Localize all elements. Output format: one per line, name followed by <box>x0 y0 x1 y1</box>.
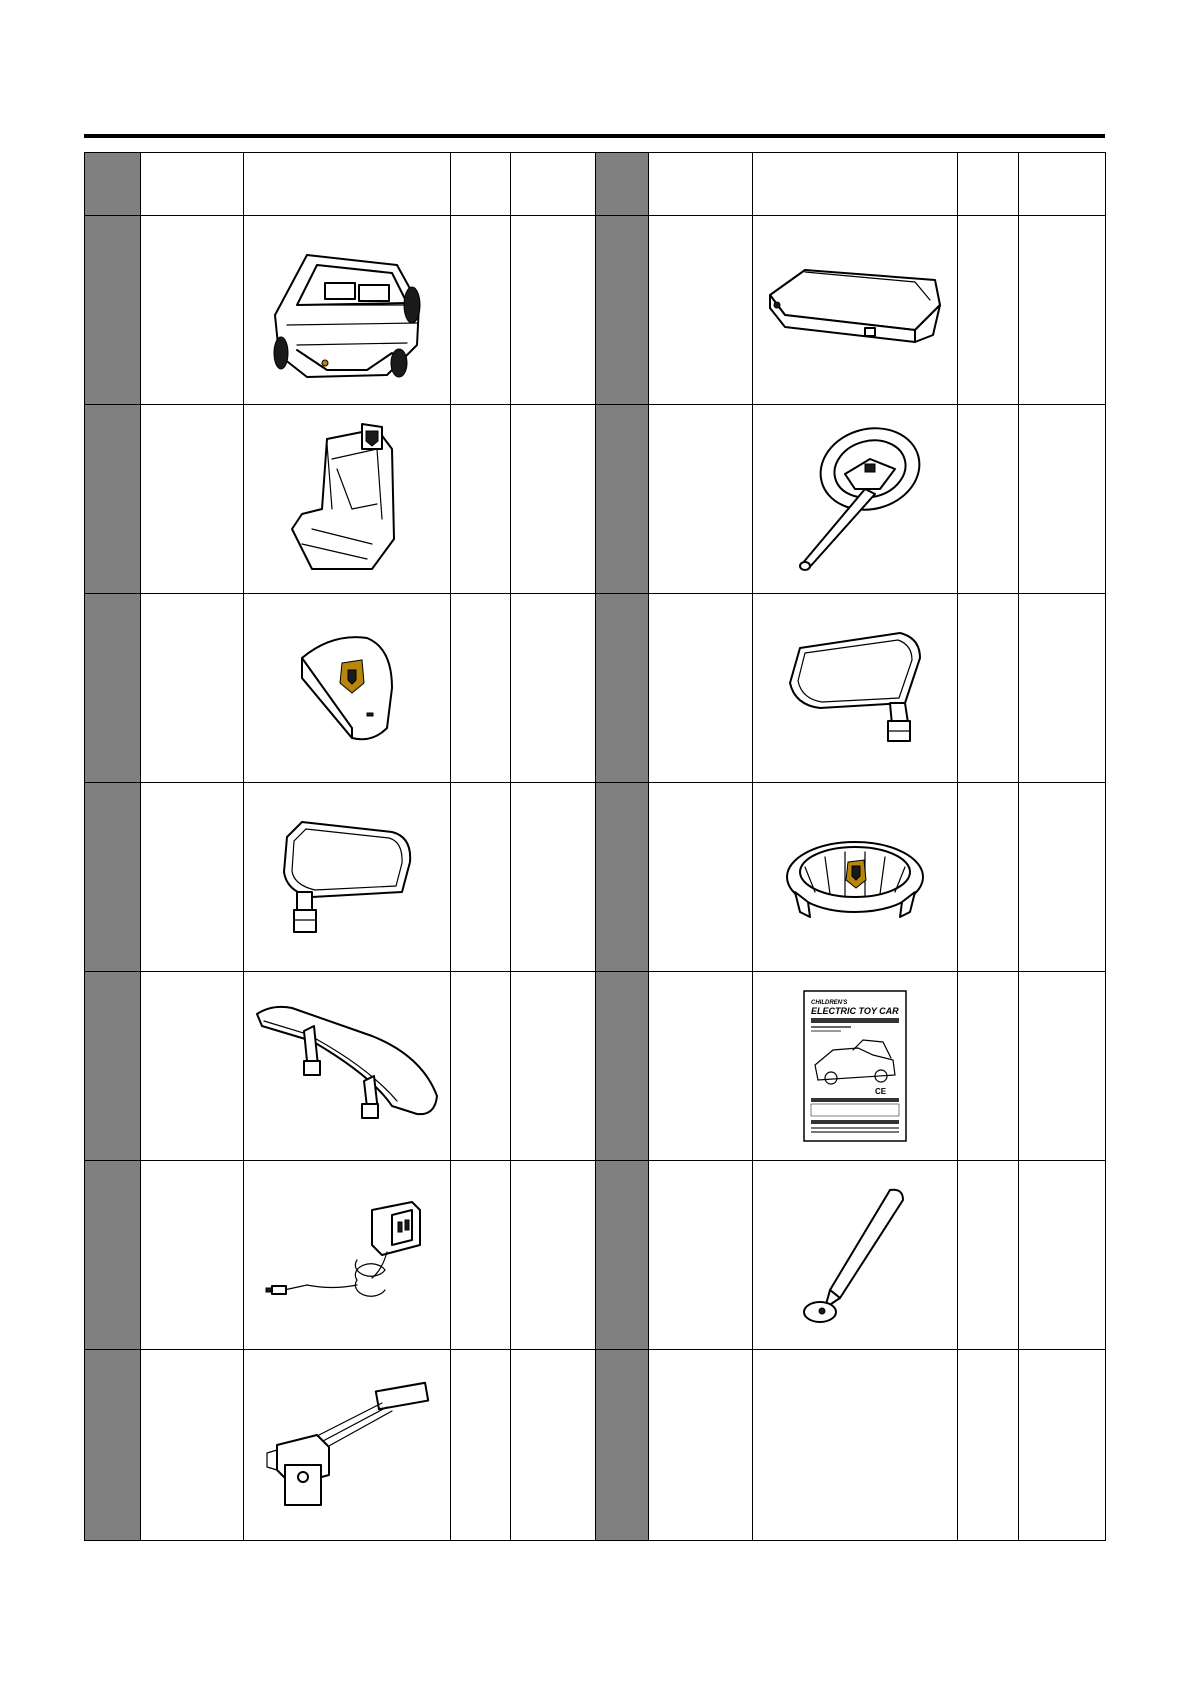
wire-connector-icon <box>257 1375 437 1515</box>
part-name-cell <box>649 405 753 594</box>
manual-brand: CHILDREN'S <box>811 1000 848 1006</box>
part-image-cell <box>753 1350 958 1541</box>
part-name-cell <box>649 1161 753 1350</box>
part-name-cell <box>141 1350 244 1541</box>
part-image-cell <box>753 1161 958 1350</box>
part-number-cell <box>85 405 141 594</box>
part-name-cell <box>649 783 753 972</box>
table-row <box>85 594 1106 783</box>
part-qty-cell <box>451 1161 511 1350</box>
part-qty-cell <box>958 972 1019 1161</box>
charger-icon <box>262 1190 432 1320</box>
header-note-right <box>1019 153 1106 216</box>
table-row <box>85 216 1106 405</box>
part-image-cell <box>244 594 451 783</box>
part-number-cell <box>85 216 141 405</box>
part-name-cell <box>141 783 244 972</box>
windshield-icon <box>765 260 945 360</box>
header-name-right <box>649 153 753 216</box>
part-qty-cell <box>451 405 511 594</box>
part-qty-cell <box>958 783 1019 972</box>
part-number-cell <box>596 972 649 1161</box>
part-note-cell <box>1019 1161 1106 1350</box>
part-note-cell <box>511 594 596 783</box>
part-qty-cell <box>958 594 1019 783</box>
part-image-cell <box>753 405 958 594</box>
part-image-cell <box>753 783 958 972</box>
table-row <box>85 1350 1106 1541</box>
part-note-cell <box>1019 216 1106 405</box>
part-number-cell <box>85 1161 141 1350</box>
part-note-cell <box>511 1350 596 1541</box>
header-no-right <box>596 153 649 216</box>
part-note-cell <box>1019 405 1106 594</box>
right-mirror-icon <box>272 807 422 947</box>
part-note-cell <box>511 783 596 972</box>
manual-icon <box>803 990 907 1142</box>
part-note-cell <box>511 405 596 594</box>
part-number-cell <box>85 1350 141 1541</box>
part-note-cell <box>511 972 596 1161</box>
part-image-cell <box>753 216 958 405</box>
header-qty-left <box>451 153 511 216</box>
rear-spoiler-icon <box>252 996 442 1136</box>
part-name-cell <box>649 972 753 1161</box>
header-image-left <box>244 153 451 216</box>
top-rule <box>84 134 1105 138</box>
parts-table <box>84 152 1106 1541</box>
part-image-cell <box>753 972 958 1161</box>
part-image-cell <box>244 972 451 1161</box>
part-note-cell <box>1019 783 1106 972</box>
part-image-cell <box>244 405 451 594</box>
part-image-cell <box>244 216 451 405</box>
part-qty-cell <box>958 1161 1019 1350</box>
part-qty-cell <box>958 405 1019 594</box>
table-header-row <box>85 153 1106 216</box>
part-name-cell <box>649 1350 753 1541</box>
part-number-cell <box>596 216 649 405</box>
part-name-cell <box>141 405 244 594</box>
steering-wheel-cover-icon <box>780 822 930 932</box>
part-number-cell <box>596 1161 649 1350</box>
header-name-left <box>141 153 244 216</box>
seat-back-cover-icon <box>292 628 402 748</box>
part-qty-cell <box>958 1350 1019 1541</box>
header-image-right <box>753 153 958 216</box>
part-name-cell <box>141 594 244 783</box>
part-note-cell <box>1019 594 1106 783</box>
seat-icon <box>282 419 412 579</box>
part-number-cell <box>85 594 141 783</box>
table-row <box>85 405 1106 594</box>
part-image-cell <box>244 783 451 972</box>
part-note-cell <box>1019 1350 1106 1541</box>
part-qty-cell <box>451 783 511 972</box>
part-name-cell <box>141 972 244 1161</box>
part-qty-cell <box>451 216 511 405</box>
part-qty-cell <box>451 1350 511 1541</box>
table-row <box>85 972 1106 1161</box>
part-name-cell <box>141 1161 244 1350</box>
part-note-cell <box>1019 972 1106 1161</box>
part-note-cell <box>511 216 596 405</box>
table-row <box>85 783 1106 972</box>
part-image-cell <box>753 594 958 783</box>
part-name-cell <box>649 594 753 783</box>
part-number-cell <box>85 972 141 1161</box>
part-image-cell <box>244 1350 451 1541</box>
part-number-cell <box>596 783 649 972</box>
part-qty-cell <box>958 216 1019 405</box>
part-name-cell <box>649 216 753 405</box>
car-body-icon <box>267 235 427 385</box>
steering-wheel-icon <box>780 414 930 584</box>
part-image-cell <box>244 1161 451 1350</box>
manual-ce-mark: CE <box>875 1087 887 1096</box>
part-note-cell <box>511 1161 596 1350</box>
part-number-cell <box>85 783 141 972</box>
table-row <box>85 1161 1106 1350</box>
part-number-cell <box>596 1350 649 1541</box>
wrench-icon <box>795 1180 915 1330</box>
header-note-left <box>511 153 596 216</box>
part-qty-cell <box>451 594 511 783</box>
part-number-cell <box>596 405 649 594</box>
part-number-cell <box>596 594 649 783</box>
part-name-cell <box>141 216 244 405</box>
header-no-left <box>85 153 141 216</box>
header-qty-right <box>958 153 1019 216</box>
part-qty-cell <box>451 972 511 1161</box>
manual-title: ELECTRIC TOY CAR <box>811 1006 899 1016</box>
left-mirror-icon <box>780 623 930 753</box>
